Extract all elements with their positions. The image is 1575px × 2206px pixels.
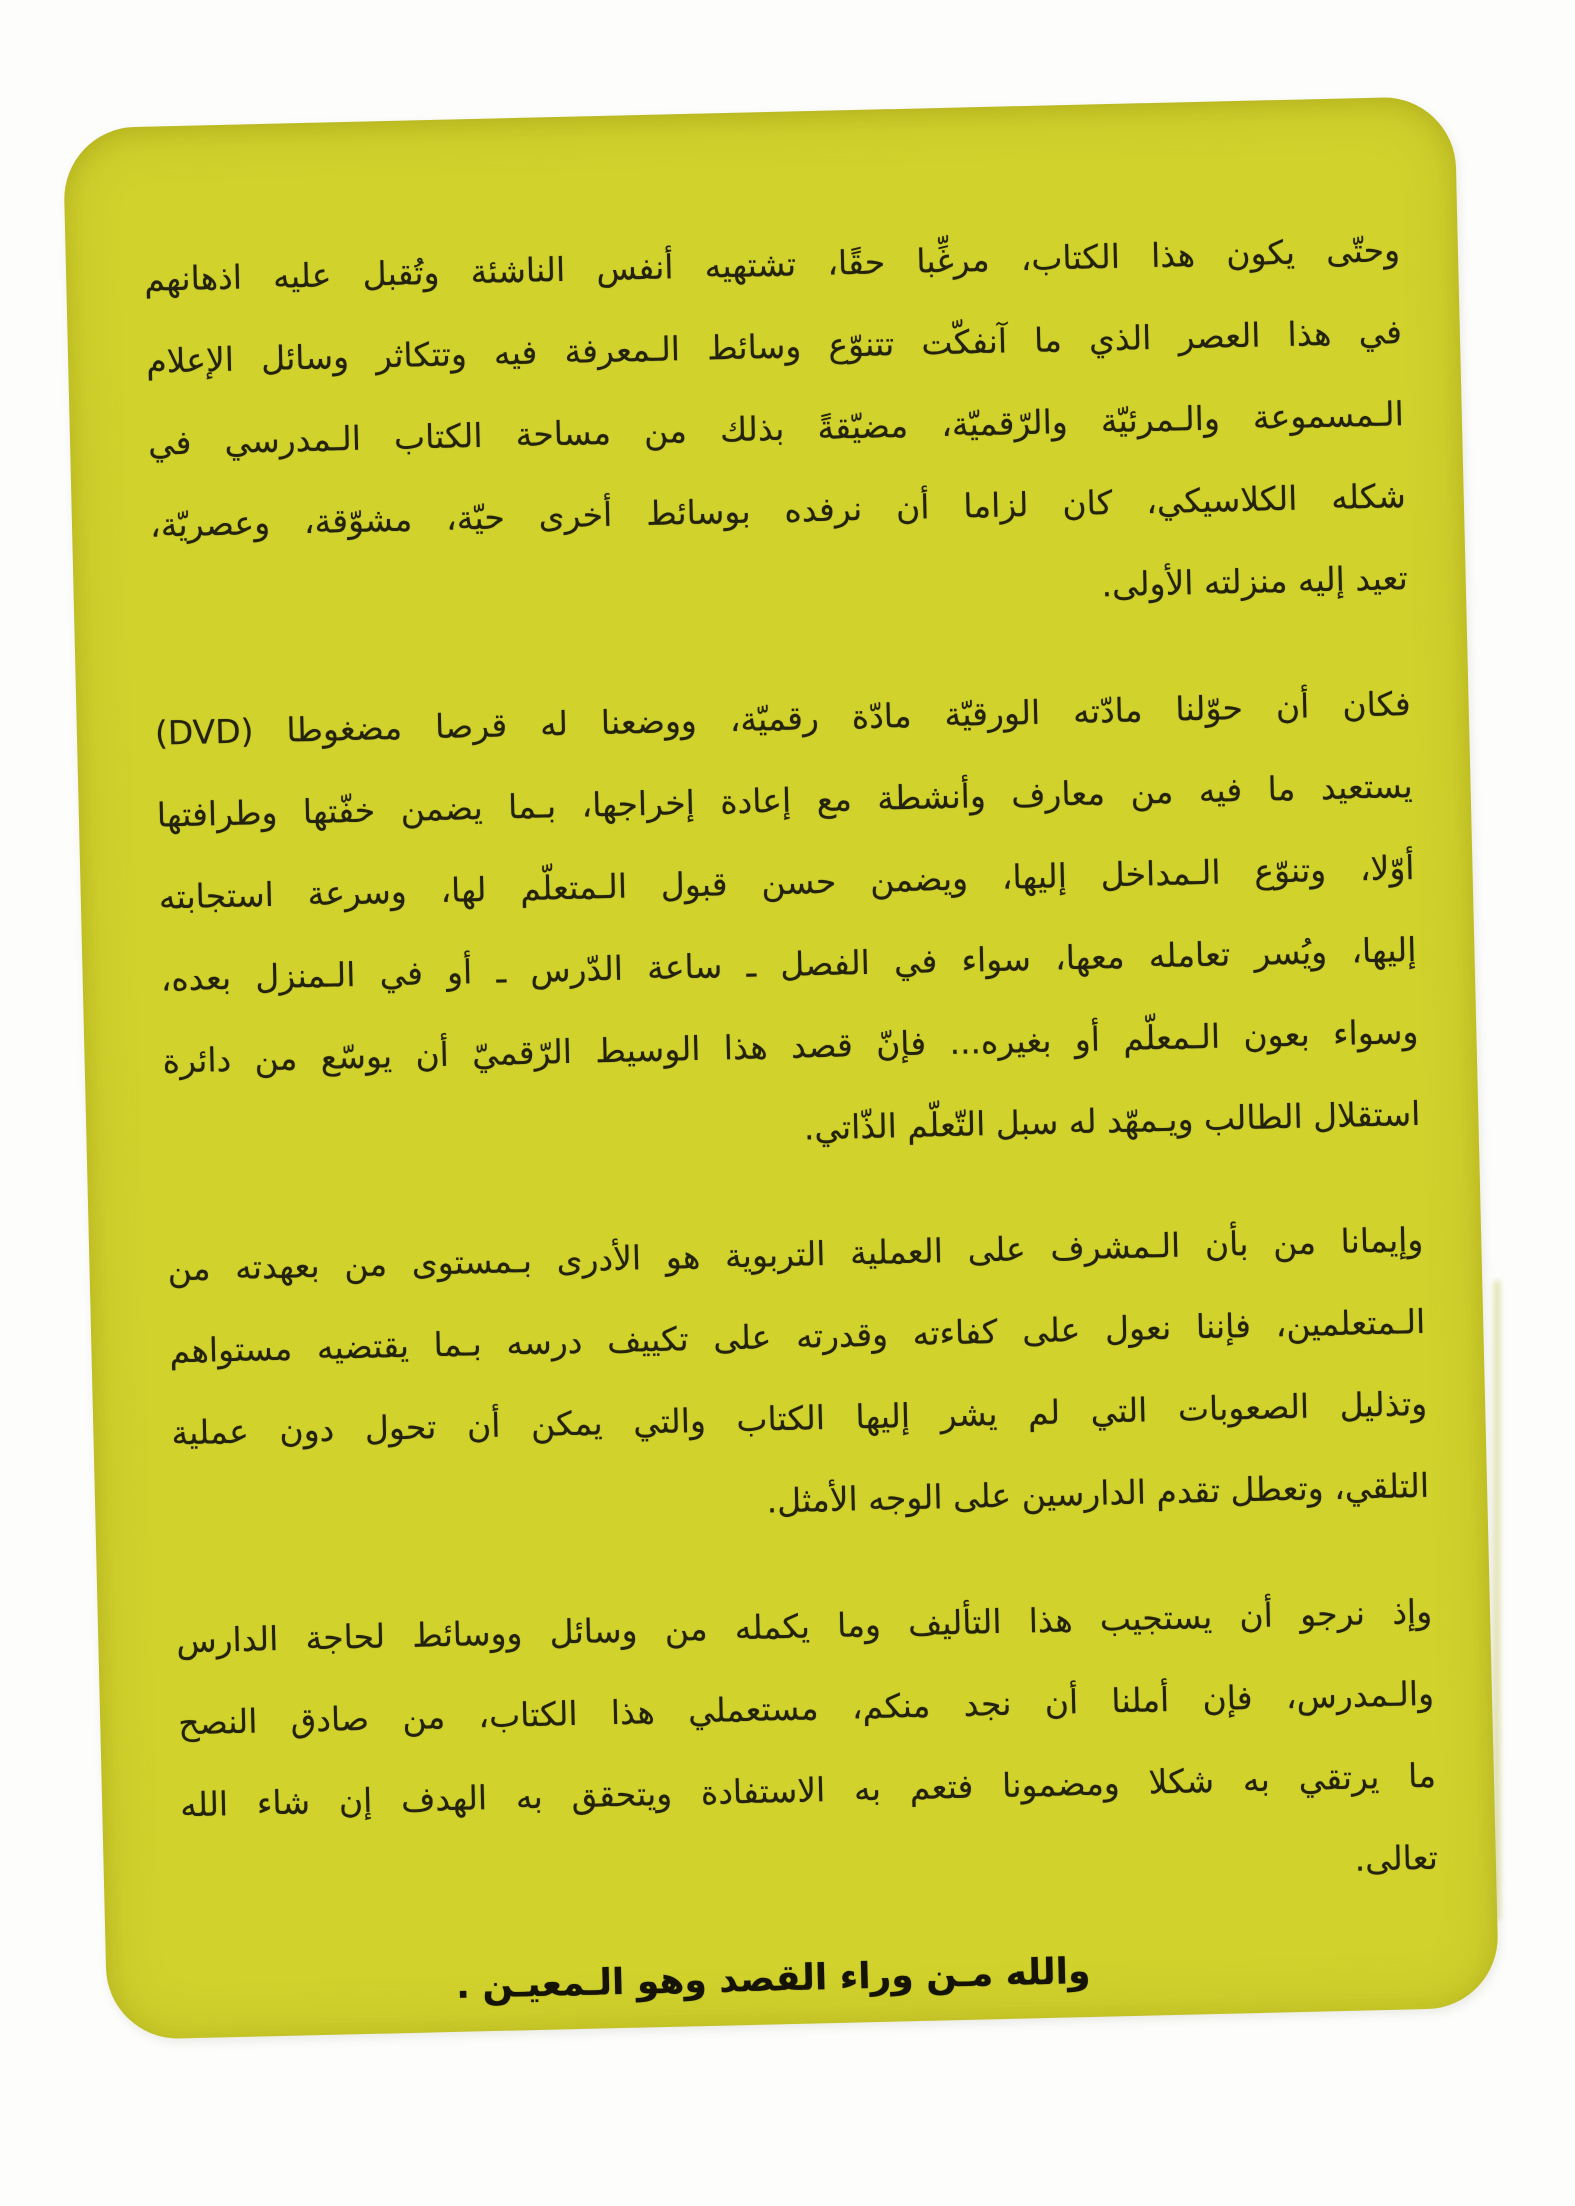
text-line: تعيد إليه منزلته الأولى.: [1100, 558, 1409, 605]
paragraph: [154, 663, 1421, 1184]
text-line: والـمدرس، فإن أملنا أن نجد منكم، مستعملي هذا الكتاب، من صادق النصح: [177, 1673, 1435, 1743]
paragraph: [175, 1571, 1438, 1929]
text-line: أوّلا، وتنوّع الـمداخل إليها، ويضمن حسن قبول الـمتعلّم لها، وسرعة استجابته: [158, 848, 1415, 917]
text-line: فكان أن حوّلنا مادّته الورقيّة مادّة رقميّة، ووضعنا له قرصا مضغوطا (DVD): [154, 684, 1412, 753]
scanned-page-card: [63, 96, 1500, 2040]
text-line: استقلال الطالب ويـمهّد له سبل التّعلّم الذّاتي.: [803, 1093, 1421, 1148]
text-line: وإذ نرجو أن يستجيب هذا التأليف وما يكمله من وسائل ووسائط لحاجة الدارس: [175, 1591, 1433, 1661]
preface-text: [63, 96, 1499, 2015]
paragraph: [143, 209, 1408, 648]
text-line: في هذا العصر الذي ما آنفكّت تتنوّع وسائط الـمعرفة فيه وتتكاثر وسائل الإعلام: [145, 312, 1403, 381]
text-line: وحتّى يكون هذا الكتاب، مرغِّبا حقًا، تشتهيه أنفس الناشئة وتُقبل عليه اذهانهم: [143, 230, 1401, 299]
text-line: يستعيد ما فيه من معارف وأنشطة مع إعادة إخراجها، بـما يضمن خفّتها وطرافتها: [156, 766, 1413, 835]
text-line: وسواء بعون الـمعلّم أو بغيره... فإنّ قصد هذا الوسيط الرّقميّ أن يوسّع من دائرة: [162, 1011, 1419, 1081]
text-line: إليها، ويُسر تعامله معها، سواء في الفصل ـ ساعة الدّرس ـ أو في الـمنزل بعده،: [160, 930, 1417, 999]
text-line: الـمتعلمين، فإننا نعول على كفاءته وقدرته على تكييف درسه بـما يقتضيه مستواهم: [169, 1301, 1426, 1371]
text-line: ما يرتقي به شكلا ومضمونا فتعم به الاستفادة ويتحقق به الهدف إن شاء الله: [179, 1755, 1437, 1825]
paragraph: [167, 1199, 1430, 1557]
closing-line: والله مـن وراء القصد وهو الـمعيـن .: [455, 1950, 1091, 2007]
scan-ghost-edge: [1494, 1280, 1500, 1920]
text-line: وتذليل الصعوبات التي لم يشر إليها الكتاب والتي يمكن أن تحول دون عملية: [170, 1383, 1428, 1453]
text-line: شكله الكلاسيكي، كان لزاما أن نرفده بوسائط أخرى حيّة، مشوّقة، وعصريّة،: [149, 476, 1407, 545]
text-line: الـمسموعة والـمرئيّة والرّقميّة، مضيّقةً بذلك من مساحة الكتاب الـمدرسي في: [147, 394, 1405, 463]
text-line: التلقي، وتعطل تقدم الدارسين على الوجه الأمثل.: [766, 1465, 1430, 1521]
text-line: تعالى.: [1354, 1837, 1439, 1879]
text-line: وإيمانا من بأن الـمشرف على العملية التربوية هو الأدرى بـمستوى من بعهدته من: [167, 1219, 1424, 1289]
